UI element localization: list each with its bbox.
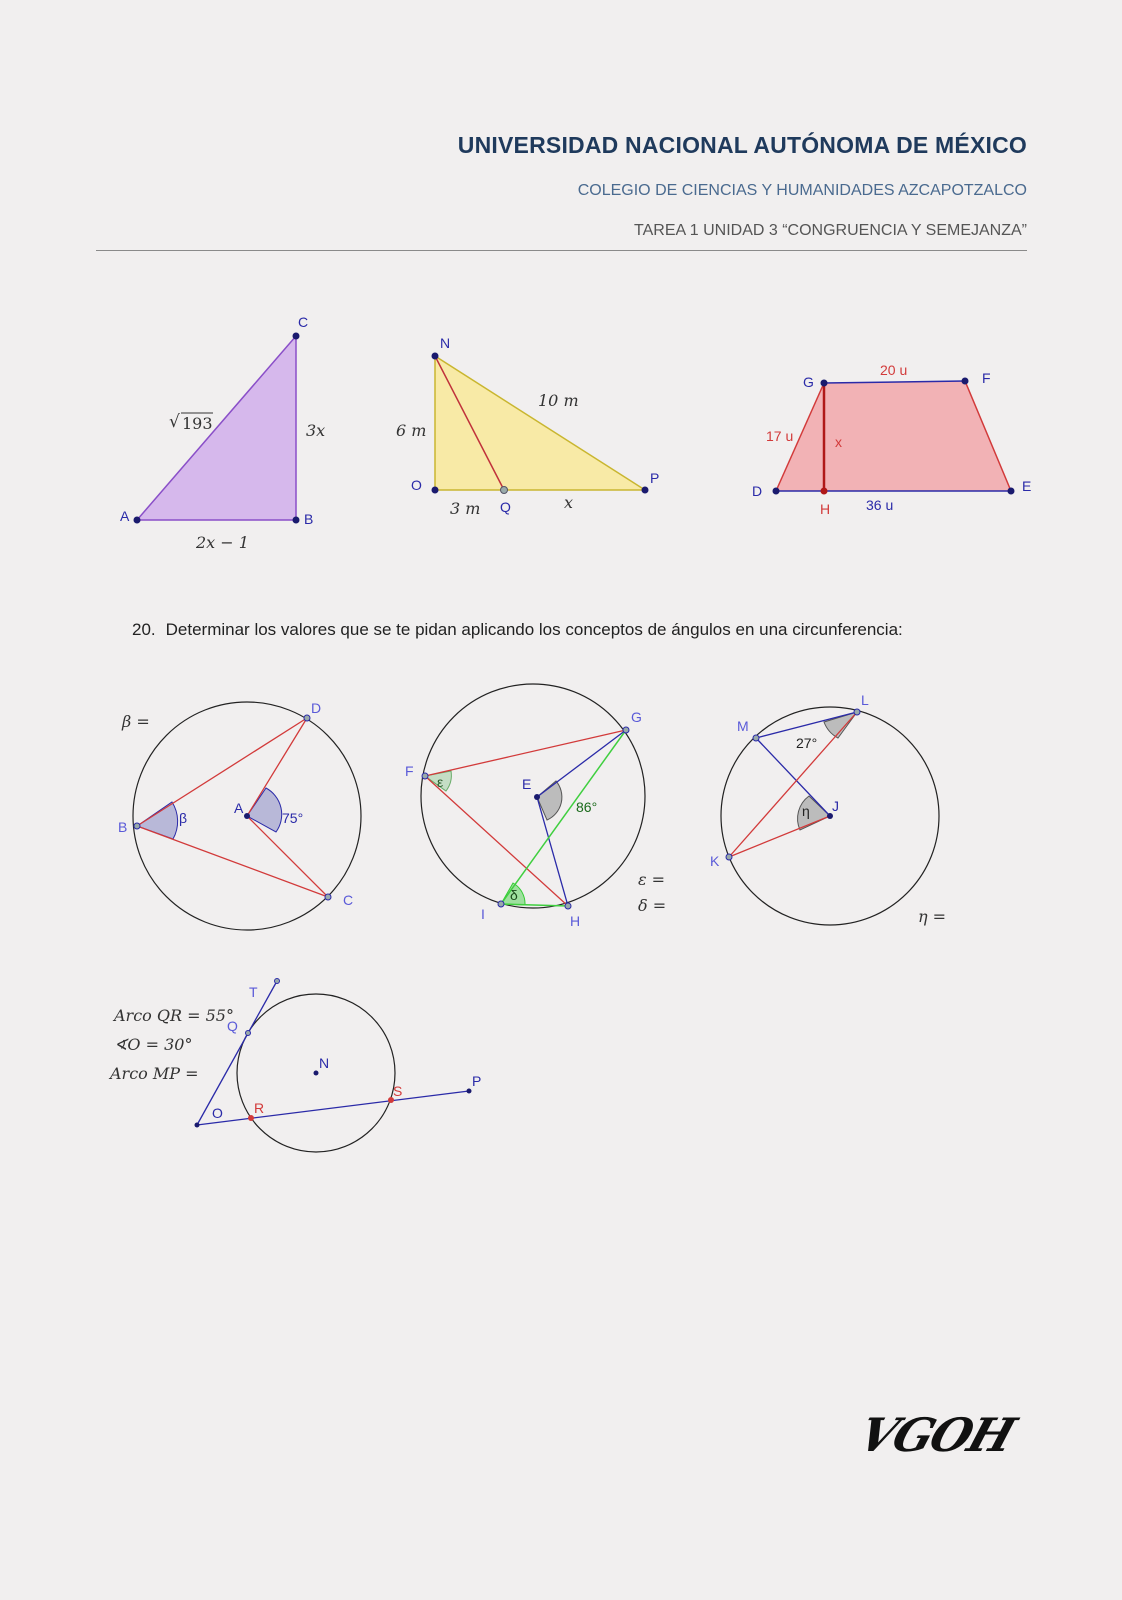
triangle-abc-figure	[120, 314, 325, 552]
height-label: x	[835, 434, 842, 450]
label-e: E	[1022, 478, 1032, 494]
delta-question: δ =	[638, 896, 667, 915]
angle-a-label: 75°	[282, 810, 304, 826]
point-d	[773, 488, 780, 495]
eta-question: η =	[918, 907, 947, 926]
point-m	[753, 735, 759, 741]
point-i	[498, 901, 504, 907]
side-no-label: 6 m	[396, 421, 427, 440]
label-p: P	[472, 1073, 482, 1089]
point-c	[293, 333, 300, 340]
label-s: S	[393, 1083, 403, 1099]
point-h	[821, 488, 828, 495]
angle-e-label: 86°	[576, 799, 598, 815]
point-p	[642, 487, 649, 494]
label-o: O	[411, 477, 422, 493]
triangle-nop	[435, 356, 645, 490]
circle-4-figure	[108, 979, 481, 1153]
triangle-abc	[137, 336, 296, 520]
label-q: Q	[227, 1018, 238, 1034]
circle-1-figure	[118, 700, 361, 930]
label-c: C	[298, 314, 309, 330]
point-g	[623, 727, 629, 733]
label-f: F	[982, 370, 991, 386]
hypotenuse-label	[169, 412, 213, 433]
point-f	[422, 773, 428, 779]
point-g	[821, 380, 828, 387]
label-j: J	[832, 798, 839, 814]
secant-op	[197, 1091, 469, 1125]
label-t: T	[249, 984, 258, 1000]
side-bc-label: 3x	[306, 421, 326, 440]
question-20	[132, 620, 903, 640]
chord-bc	[137, 826, 328, 897]
point-e	[1008, 488, 1015, 495]
given-arc-qr: Arco QR = 55°	[114, 1006, 234, 1025]
point-o	[432, 487, 439, 494]
point-p	[467, 1089, 472, 1094]
question-number: 20.	[132, 620, 156, 639]
side-oq-label: 3 m	[450, 499, 481, 518]
question-text: Determinar los valores que se te pidan aplicando los conceptos de ángulos en una circunferencia:	[165, 620, 903, 639]
point-a-center	[244, 813, 250, 819]
label-f: F	[405, 763, 414, 779]
label-a: A	[120, 508, 130, 524]
label-k: K	[710, 853, 720, 869]
point-b	[134, 823, 140, 829]
label-g: G	[803, 374, 814, 390]
point-q	[501, 487, 508, 494]
side-qp-label: x	[564, 493, 574, 512]
label-e: E	[522, 776, 532, 792]
triangle-nop-figure	[396, 335, 659, 518]
side-he-label: 36 u	[866, 497, 894, 513]
label-d: D	[752, 483, 763, 499]
point-d	[304, 715, 310, 721]
label-h: H	[570, 913, 581, 929]
side-np-label: 10 m	[538, 391, 579, 410]
radical-sign: √	[169, 412, 180, 432]
arc-mp-question: Arco MP =	[110, 1064, 199, 1083]
point-l	[854, 709, 860, 715]
label-i: I	[481, 906, 485, 922]
secant-ot	[197, 981, 277, 1125]
angle-delta-label: δ	[510, 887, 518, 903]
angle-l-label: 27°	[796, 735, 818, 751]
university-title: UNIVERSIDAD NACIONAL AUTÓNOMA DE MÉXICO	[457, 132, 1027, 158]
label-q: Q	[500, 499, 511, 515]
point-h	[565, 903, 571, 909]
chord-ig	[501, 730, 626, 904]
beta-question: β =	[122, 712, 150, 731]
side-ab-label: 2x − 1	[196, 533, 249, 552]
trapezoid-figure	[752, 362, 1031, 517]
label-h: H	[820, 501, 831, 517]
label-r: R	[254, 1100, 265, 1116]
point-e-center	[534, 794, 540, 800]
label-c: C	[343, 892, 354, 908]
task-title: TAREA 1 UNIDAD 3 “CONGRUENCIA Y SEMEJANZA”	[634, 222, 1027, 239]
point-c	[325, 894, 331, 900]
trapezoid-fill	[776, 381, 1011, 491]
side-dg-label: 17 u	[766, 428, 794, 444]
point-n-center	[314, 1071, 319, 1076]
label-g: G	[631, 709, 642, 725]
side-gf-label: 20 u	[880, 362, 908, 378]
label-b: B	[304, 511, 314, 527]
label-l: L	[861, 692, 869, 708]
point-o	[195, 1123, 200, 1128]
epsilon-question: ε =	[638, 870, 666, 889]
angle-a-wedge	[247, 788, 282, 832]
segment-kj	[729, 816, 830, 857]
point-n	[432, 353, 439, 360]
point-q	[246, 1031, 251, 1036]
radicand: 193	[182, 414, 213, 433]
author-signature: VGOH	[852, 1408, 1021, 1462]
point-t	[275, 979, 280, 984]
angle-epsilon-label: ε	[437, 774, 444, 790]
label-m: M	[737, 718, 749, 734]
label-n: N	[319, 1055, 330, 1071]
point-f	[962, 378, 969, 385]
label-a: A	[234, 800, 244, 816]
label-n: N	[440, 335, 451, 351]
label-o: O	[212, 1105, 223, 1121]
angle-beta-label: β	[179, 810, 188, 826]
angle-eta-label: η	[802, 803, 810, 819]
given-angle-o: ∢O = 30°	[114, 1035, 193, 1054]
radius-ac	[247, 816, 328, 897]
label-b: B	[118, 819, 128, 835]
segment-mj	[756, 738, 830, 816]
point-b	[293, 517, 300, 524]
label-p: P	[650, 470, 660, 486]
circle-2-figure	[405, 684, 666, 929]
point-a	[134, 517, 141, 524]
label-d: D	[311, 700, 322, 716]
circle-3-figure	[710, 692, 946, 926]
school-name: COLEGIO DE CIENCIAS Y HUMANIDADES AZCAPOTZALCO	[577, 182, 1027, 199]
point-k	[726, 854, 732, 860]
